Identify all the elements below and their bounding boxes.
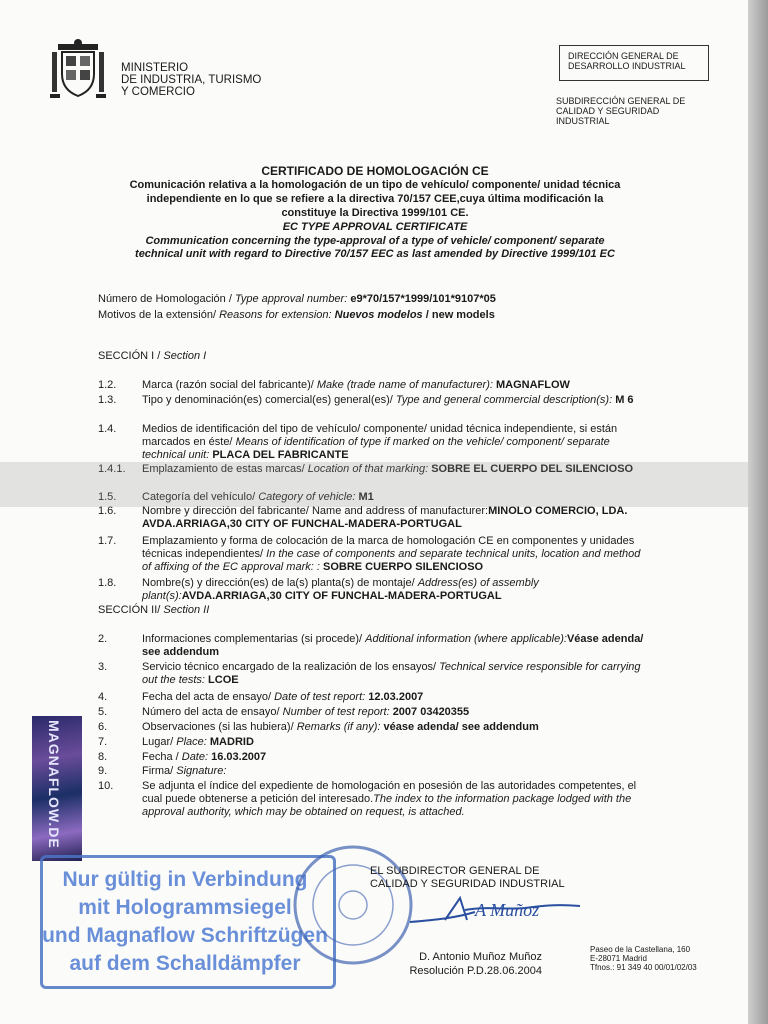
item-label-en: Date: bbox=[181, 751, 212, 763]
ministry-name: MINISTERIO DE INDUSTRIA, TURISMO Y COMERCIO bbox=[121, 62, 262, 98]
coat-of-arms-logo bbox=[50, 38, 106, 104]
item-number: 1.2. bbox=[98, 379, 117, 391]
extension-reason: Motivos de la extensión/ Reasons for extension: Nuevos modelos / new models bbox=[98, 309, 495, 321]
item-label: Marca (razón social del fabricante)/ bbox=[142, 379, 317, 391]
ec-title: EC TYPE APPROVAL CERTIFICATE bbox=[282, 221, 468, 233]
item-label-en: Additional information (where applicable): bbox=[365, 633, 567, 645]
item-text bbox=[142, 691, 646, 704]
item-label: Servicio técnico encargado de la realización de los ensayos/ bbox=[142, 661, 440, 673]
certificate-title: CERTIFICADO DE HOMOLOGACIÓN CE bbox=[261, 164, 489, 178]
item-value: véase adenda/ see addendum bbox=[383, 721, 539, 733]
item-value: MAGNAFLOW bbox=[496, 379, 570, 391]
item-text bbox=[142, 721, 646, 734]
item-label: Número del acta de ensayo/ bbox=[142, 706, 283, 718]
item-number: 7. bbox=[98, 736, 108, 748]
item-value: M1 bbox=[358, 491, 374, 503]
item-label: Nombre(s) y dirección(es) de la(s) planta(s) de montaje/ bbox=[142, 577, 418, 589]
item-number: 1.4.1. bbox=[98, 463, 126, 475]
item-label: Informaciones complementarias (si procede)/ bbox=[142, 633, 366, 645]
item-label-en: Remarks (if any): bbox=[296, 721, 384, 733]
stamp-line: und Magnaflow Schriftzügen bbox=[42, 924, 328, 947]
item-label-en: Category of vehicle: bbox=[258, 491, 359, 503]
section-1-heading: SECCIÓN I / Section I bbox=[98, 350, 207, 362]
section-2-heading: SECCIÓN II/ Section II bbox=[98, 604, 210, 616]
item-number: 5. bbox=[98, 706, 108, 718]
item-value: SOBRE CUERPO SILENCIOSO bbox=[322, 561, 484, 573]
item-number: 1.3. bbox=[98, 394, 117, 406]
item-value: MINOLO COMERCIO, LDA. AVDA.ARRIAGA,30 CITY OF FUNCHAL-MADERA-PORTUGAL bbox=[142, 505, 628, 530]
item-number: 4. bbox=[98, 691, 108, 703]
item-number: 3. bbox=[98, 661, 108, 673]
item-label-en: In the case of components and separate technical units, location and method of affixing of the EC approval mark: : bbox=[142, 548, 641, 573]
stamp-line: Nur gültig in Verbindung bbox=[62, 868, 308, 891]
ec-communication: Communication concerning the type-approval of a type of vehicle/ component/ separate technical unit with regard to Directive 70/157 EEC as last amended by Directive 1999/101 EC bbox=[135, 235, 615, 260]
item-text bbox=[142, 633, 646, 659]
item-label: Categoría del vehículo/ bbox=[142, 491, 259, 503]
item-text bbox=[142, 765, 646, 778]
item-text bbox=[142, 661, 646, 687]
item-value: 12.03.2007 bbox=[368, 691, 424, 703]
ministry-address: Paseo de la Castellana, 160 E-28071 Madrid Tfnos.: 91 349 40 00/01/02/03 bbox=[590, 945, 697, 972]
item-label: Tipo y denominación(es) comercial(es) general(es)/ bbox=[142, 394, 396, 406]
item-label: Fecha del acta de ensayo/ bbox=[142, 691, 275, 703]
item-value: AVDA.ARRIAGA,30 CITY OF FUNCHAL-MADERA-PORTUGAL bbox=[181, 590, 502, 602]
approval-number: Número de Homologación / Type approval number: e9*70/157*1999/101*9107*05 bbox=[98, 293, 496, 305]
page-edge bbox=[748, 0, 768, 1024]
item-label-en: Make (trade name of manufacturer): bbox=[316, 379, 496, 391]
item-label-en: Place: bbox=[176, 736, 210, 748]
signer-identity: D. Antonio Muñoz Muñoz Resolución P.D.28.06.2004 bbox=[409, 951, 542, 977]
item-text bbox=[142, 394, 646, 407]
item-text bbox=[142, 736, 646, 749]
item-text bbox=[142, 379, 646, 392]
item-number: 6. bbox=[98, 721, 108, 733]
item-value: LCOE bbox=[208, 674, 239, 686]
item-label: Observaciones (si las hubiera)/ bbox=[142, 721, 297, 733]
item-text bbox=[142, 535, 646, 574]
item-value: Véase adenda/ see addendum bbox=[142, 633, 644, 658]
item-number: 2. bbox=[98, 633, 108, 645]
item-value: 16.03.2007 bbox=[211, 751, 267, 763]
item-label: Firma/ bbox=[142, 765, 177, 777]
fold-shadow bbox=[0, 462, 748, 507]
svg-text:A Muñoz: A Muñoz bbox=[475, 900, 540, 920]
item-number: 8. bbox=[98, 751, 108, 763]
item-value: SOBRE EL CUERPO DEL SILENCIOSO bbox=[431, 463, 634, 475]
item-value: MADRID bbox=[209, 736, 254, 748]
item-label-en: Technical service responsible for carrying out the tests: bbox=[142, 661, 641, 686]
item-label-en: Number of test report: bbox=[282, 706, 393, 718]
item-label: Se adjunta el índice del expediente de homologación en posesión de las autoridades competentes, el cual puede obtenerse a petición del interesado. bbox=[142, 780, 637, 805]
item-label: Medios de identificación del tipo de vehículo/ componente/ unidad técnica independiente, si están marcados en éste/ bbox=[142, 423, 618, 448]
directorate-box: DIRECCIÓN GENERAL DE DESARROLLO INDUSTRIAL bbox=[559, 45, 709, 81]
item-label-en: The index to the information package lodged with the approval authority, which may be obtained on request, is attached. bbox=[142, 793, 632, 818]
item-value: 2007 03420355 bbox=[392, 706, 470, 718]
item-number: 10. bbox=[98, 780, 114, 792]
item-label-en: Signature: bbox=[176, 765, 227, 777]
item-label-en: Address(es) of assembly plant(s): bbox=[142, 577, 539, 602]
item-text bbox=[142, 423, 646, 462]
item-value: M 6 bbox=[615, 394, 634, 406]
item-number: 1.8. bbox=[98, 577, 117, 589]
item-label-en: Means of identification of type if marked on the vehicle/ component/ separate technical unit: bbox=[142, 436, 610, 461]
stamp-line: mit Hologrammsiegel bbox=[78, 896, 292, 919]
item-label: Fecha / bbox=[142, 751, 182, 763]
item-text bbox=[142, 780, 646, 819]
item-text bbox=[142, 505, 646, 531]
handwritten-signature bbox=[405, 890, 585, 930]
item-number: 9. bbox=[98, 765, 108, 777]
item-number: 1.4. bbox=[98, 423, 117, 435]
item-label-en: Location of that marking: bbox=[307, 463, 432, 475]
signer-title: EL SUBDIRECTOR GENERAL DE CALIDAD Y SEGURIDAD INDUSTRIAL bbox=[370, 865, 565, 890]
item-text bbox=[142, 751, 646, 764]
item-label-en: Type and general commercial description(s): bbox=[395, 394, 616, 406]
stamp-line: auf dem Schalldämpfer bbox=[69, 952, 301, 975]
item-number: 1.5. bbox=[98, 491, 117, 503]
item-label: Emplazamiento de estas marcas/ bbox=[142, 463, 308, 475]
communication-text: Comunicación relativa a la homologación de un tipo de vehículo/ componente/ unidad técnica independiente en lo que se refiere a la directiva 70/157 CEE,cuya última modificación la constituye la Directiva 1999/101 CE. bbox=[129, 179, 621, 219]
item-label: Nombre y dirección del fabricante/ Name and address of manufacturer: bbox=[142, 505, 489, 517]
item-value: PLACA DEL FABRICANTE bbox=[212, 449, 349, 461]
item-text bbox=[142, 577, 646, 603]
item-number: 1.6. bbox=[98, 505, 117, 517]
subdirectorate: SUBDIRECCIÓN GENERAL DE CALIDAD Y SEGURIDAD INDUSTRIAL bbox=[556, 96, 686, 126]
item-label-en: Date of test report: bbox=[274, 691, 369, 703]
item-label: Emplazamiento y forma de colocación de la marca de homologación CE en componentes y unidades técnicas independientes/ bbox=[142, 535, 635, 560]
item-text bbox=[142, 706, 646, 719]
item-label: Lugar/ bbox=[142, 736, 177, 748]
hologram-seal: MAGNAFLOW.DE bbox=[32, 716, 82, 861]
item-number: 1.7. bbox=[98, 535, 117, 547]
